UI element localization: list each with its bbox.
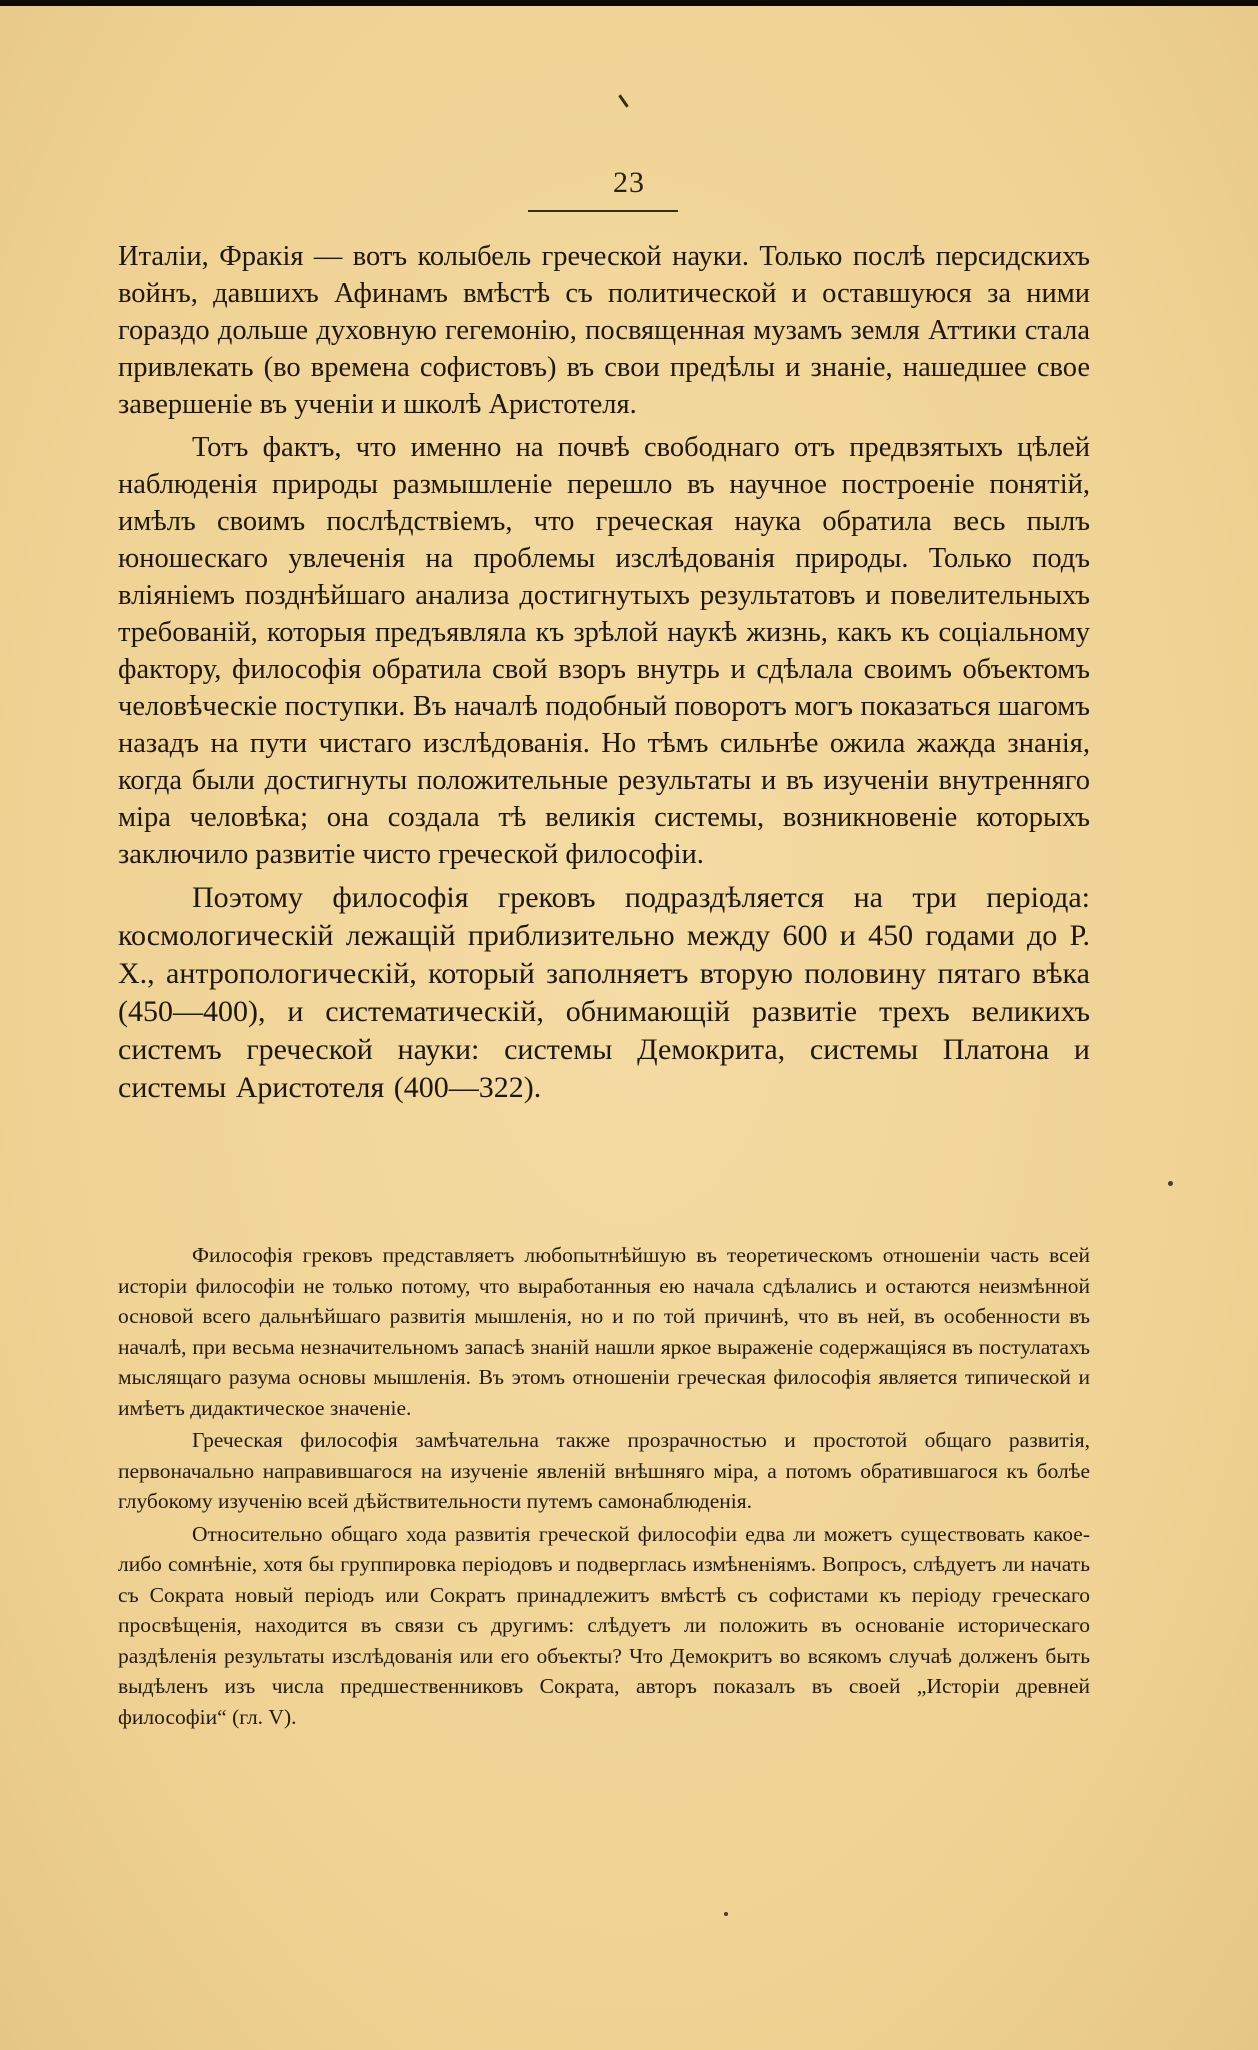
- main-text: [118, 238, 1090, 1113]
- ink-mark: [618, 94, 628, 107]
- paragraph-1: Италіи, Фракія — вотъ колыбель греческой науки. Только послѣ персидскихъ войнъ, давшихъ Афинамъ вмѣстѣ съ политической и оставшуюся за ними гораздо дольше духовную гегемонію, посвященная музамъ земля Аттики стала привлекать (во времена софистовъ) въ свои предѣлы и знаніе, нашедшее свое завершеніе въ ученіи и школѣ Аристотеля.: [118, 241, 1090, 420]
- note-2: Греческая философія замѣчательна также прозрачностью и простотой общаго развитія, первоначально направившагося на изученіе явленій внѣшняго міра, а потомъ обратившагося къ болѣе глубокому изученію всей дѣйствительности путемъ самонаблюденія.: [118, 1428, 1090, 1513]
- page-number: 23: [613, 166, 645, 199]
- notes-section: [118, 1240, 1090, 1732]
- book-page: [0, 6, 1258, 2050]
- paper-speck: [724, 1912, 728, 1916]
- header-rule: [528, 210, 678, 212]
- paragraph-2: Тотъ фактъ, что именно на почвѣ свободнаго отъ предвзятыхъ цѣлей наблюденія природы размышленіе перешло въ научное построеніе понятій, имѣлъ своимъ послѣдствіемъ, что греческая наука обратила весь пылъ юношескаго увлеченія на проблемы изслѣдованія природы. Только подъ вліяніемъ позднѣйшаго анализа достигнутыхъ результатовъ и повелительныхъ требованій, которыя предъявляла къ зрѣлой наукѣ жизнь, какъ къ соціальному фактору, философія обратила свой взоръ внутрь и сдѣлала своимъ объектомъ человѣческіе поступки. Въ началѣ подобный поворотъ могъ показаться шагомъ назадъ на пути чистаго изслѣдованія. Но тѣмъ сильнѣе ожила жажда знанія, когда были достигнуты положительные результаты и въ изученіи внутренняго міра человѣка; она создала тѣ великія системы, возникновеніе которыхъ заключило развитіе чисто греческой философіи.: [118, 432, 1090, 870]
- note-1: Философія грековъ представляетъ любопытнѣйшую въ теоретическомъ отношеніи часть всей исторіи философіи не только потому, что выработанныя ею начала сдѣлались и остаются неизмѣнной основой всего дальнѣйшаго развитія мышленія, но и по той причинѣ, что въ ней, въ особенности въ началѣ, при весьма незначительномъ запасѣ знаній нашли яркое выраженіе содержащіяся въ постулатахъ мыслящаго разума основы мышленія. Въ этомъ отношеніи греческая философія является типической и имѣетъ дидактическое значеніе.: [118, 1243, 1090, 1420]
- paragraph-3: Поэтому философія грековъ подраздѣляется на три періода: космологическій лежащій приблизительно между 600 и 450 годами до Р. Х., антропологическій, который заполняетъ вторую половину пятаго вѣка (450—400), и систематическій, обнимающій развитіе трехъ великихъ системъ греческой науки: системы Демокрита, системы Платона и системы Аристотеля (400—322).: [118, 881, 1090, 1104]
- note-3: Относительно общаго хода развитія греческой философіи едва ли можетъ существовать какое-либо сомнѣніе, хотя бы группировка періодовъ и подверглась измѣненіямъ. Вопросъ, слѣдуетъ ли начать съ Сократа новый періодъ или Сократъ принадлежитъ вмѣстѣ съ софистами къ періоду греческаго просвѣщенія, находится въ связи съ другимъ: слѣдуетъ ли положить въ основаніе историческаго раздѣленія результаты изслѣдованія или его объекты? Что Демокритъ во всякомъ случаѣ долженъ быть выдѣленъ изъ числа предшественниковъ Сократа, авторъ показалъ въ своей „Исторіи древней философіи“ (гл. V).: [118, 1521, 1090, 1729]
- paper-speck: [1168, 1181, 1173, 1186]
